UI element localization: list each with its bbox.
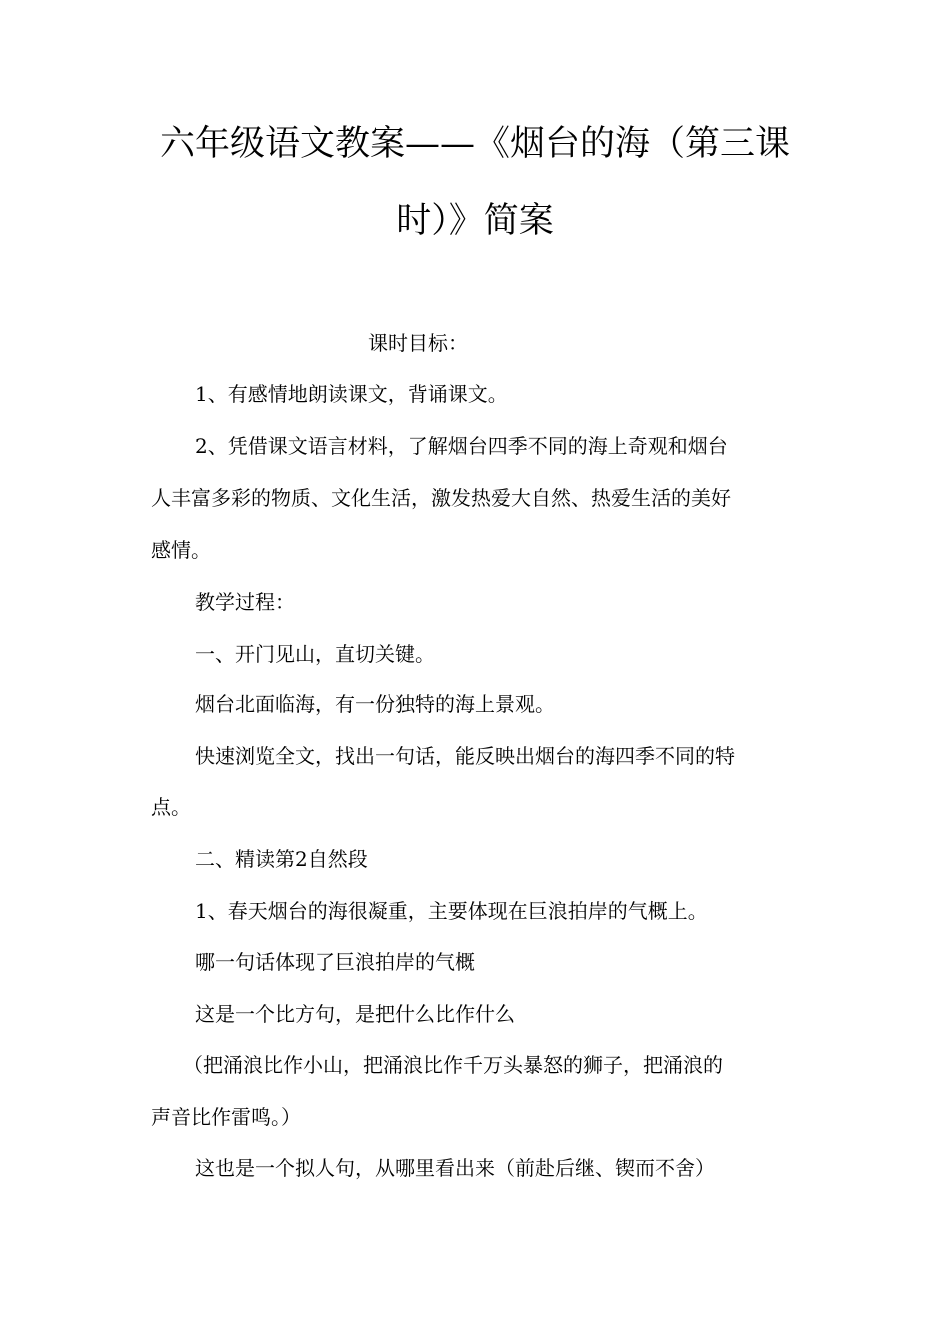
- process-step-1: 一、开门见山，直切关键。: [195, 642, 435, 666]
- paragraph-line: 快速浏览全文，找出一句话，能反映出烟台的海四季不同的特: [195, 744, 735, 768]
- paragraph-line: 点。: [151, 795, 191, 819]
- paragraph-line: （把涌浪比作小山，把涌浪比作千万头暴怒的狮子，把涌浪的: [183, 1053, 723, 1077]
- paragraph-line: 1、春天烟台的海很凝重，主要体现在巨浪拍岸的气概上。: [195, 899, 708, 923]
- document-title-line-1: 六年级语文教案——《烟台的海（第三课: [159, 124, 790, 164]
- objective-2-cont-1: 人丰富多彩的物质、文化生活，激发热爱大自然、热爱生活的美好: [151, 486, 731, 510]
- section-heading-process: 教学过程：: [195, 590, 295, 614]
- paragraph-line: 烟台北面临海，有一份独特的海上景观。: [195, 692, 555, 716]
- paragraph-line: 哪一句话体现了巨浪拍岸的气概: [195, 950, 475, 974]
- objective-2-cont-2: 感情。: [151, 538, 211, 562]
- objective-2: 2、凭借课文语言材料，了解烟台四季不同的海上奇观和烟台: [195, 434, 728, 458]
- section-heading-objectives: 课时目标：: [368, 331, 468, 355]
- process-step-2: 二、精读第2自然段: [195, 847, 368, 871]
- paragraph-line: 这也是一个拟人句，从哪里看出来（前赴后继、锲而不舍）: [195, 1156, 715, 1180]
- paragraph-line: 声音比作雷鸣。）: [151, 1105, 301, 1129]
- document-title-line-2: 时）》简案: [396, 201, 554, 241]
- objective-1: 1、有感情地朗读课文，背诵课文。: [195, 382, 508, 406]
- paragraph-line: 这是一个比方句，是把什么比作什么: [195, 1002, 515, 1026]
